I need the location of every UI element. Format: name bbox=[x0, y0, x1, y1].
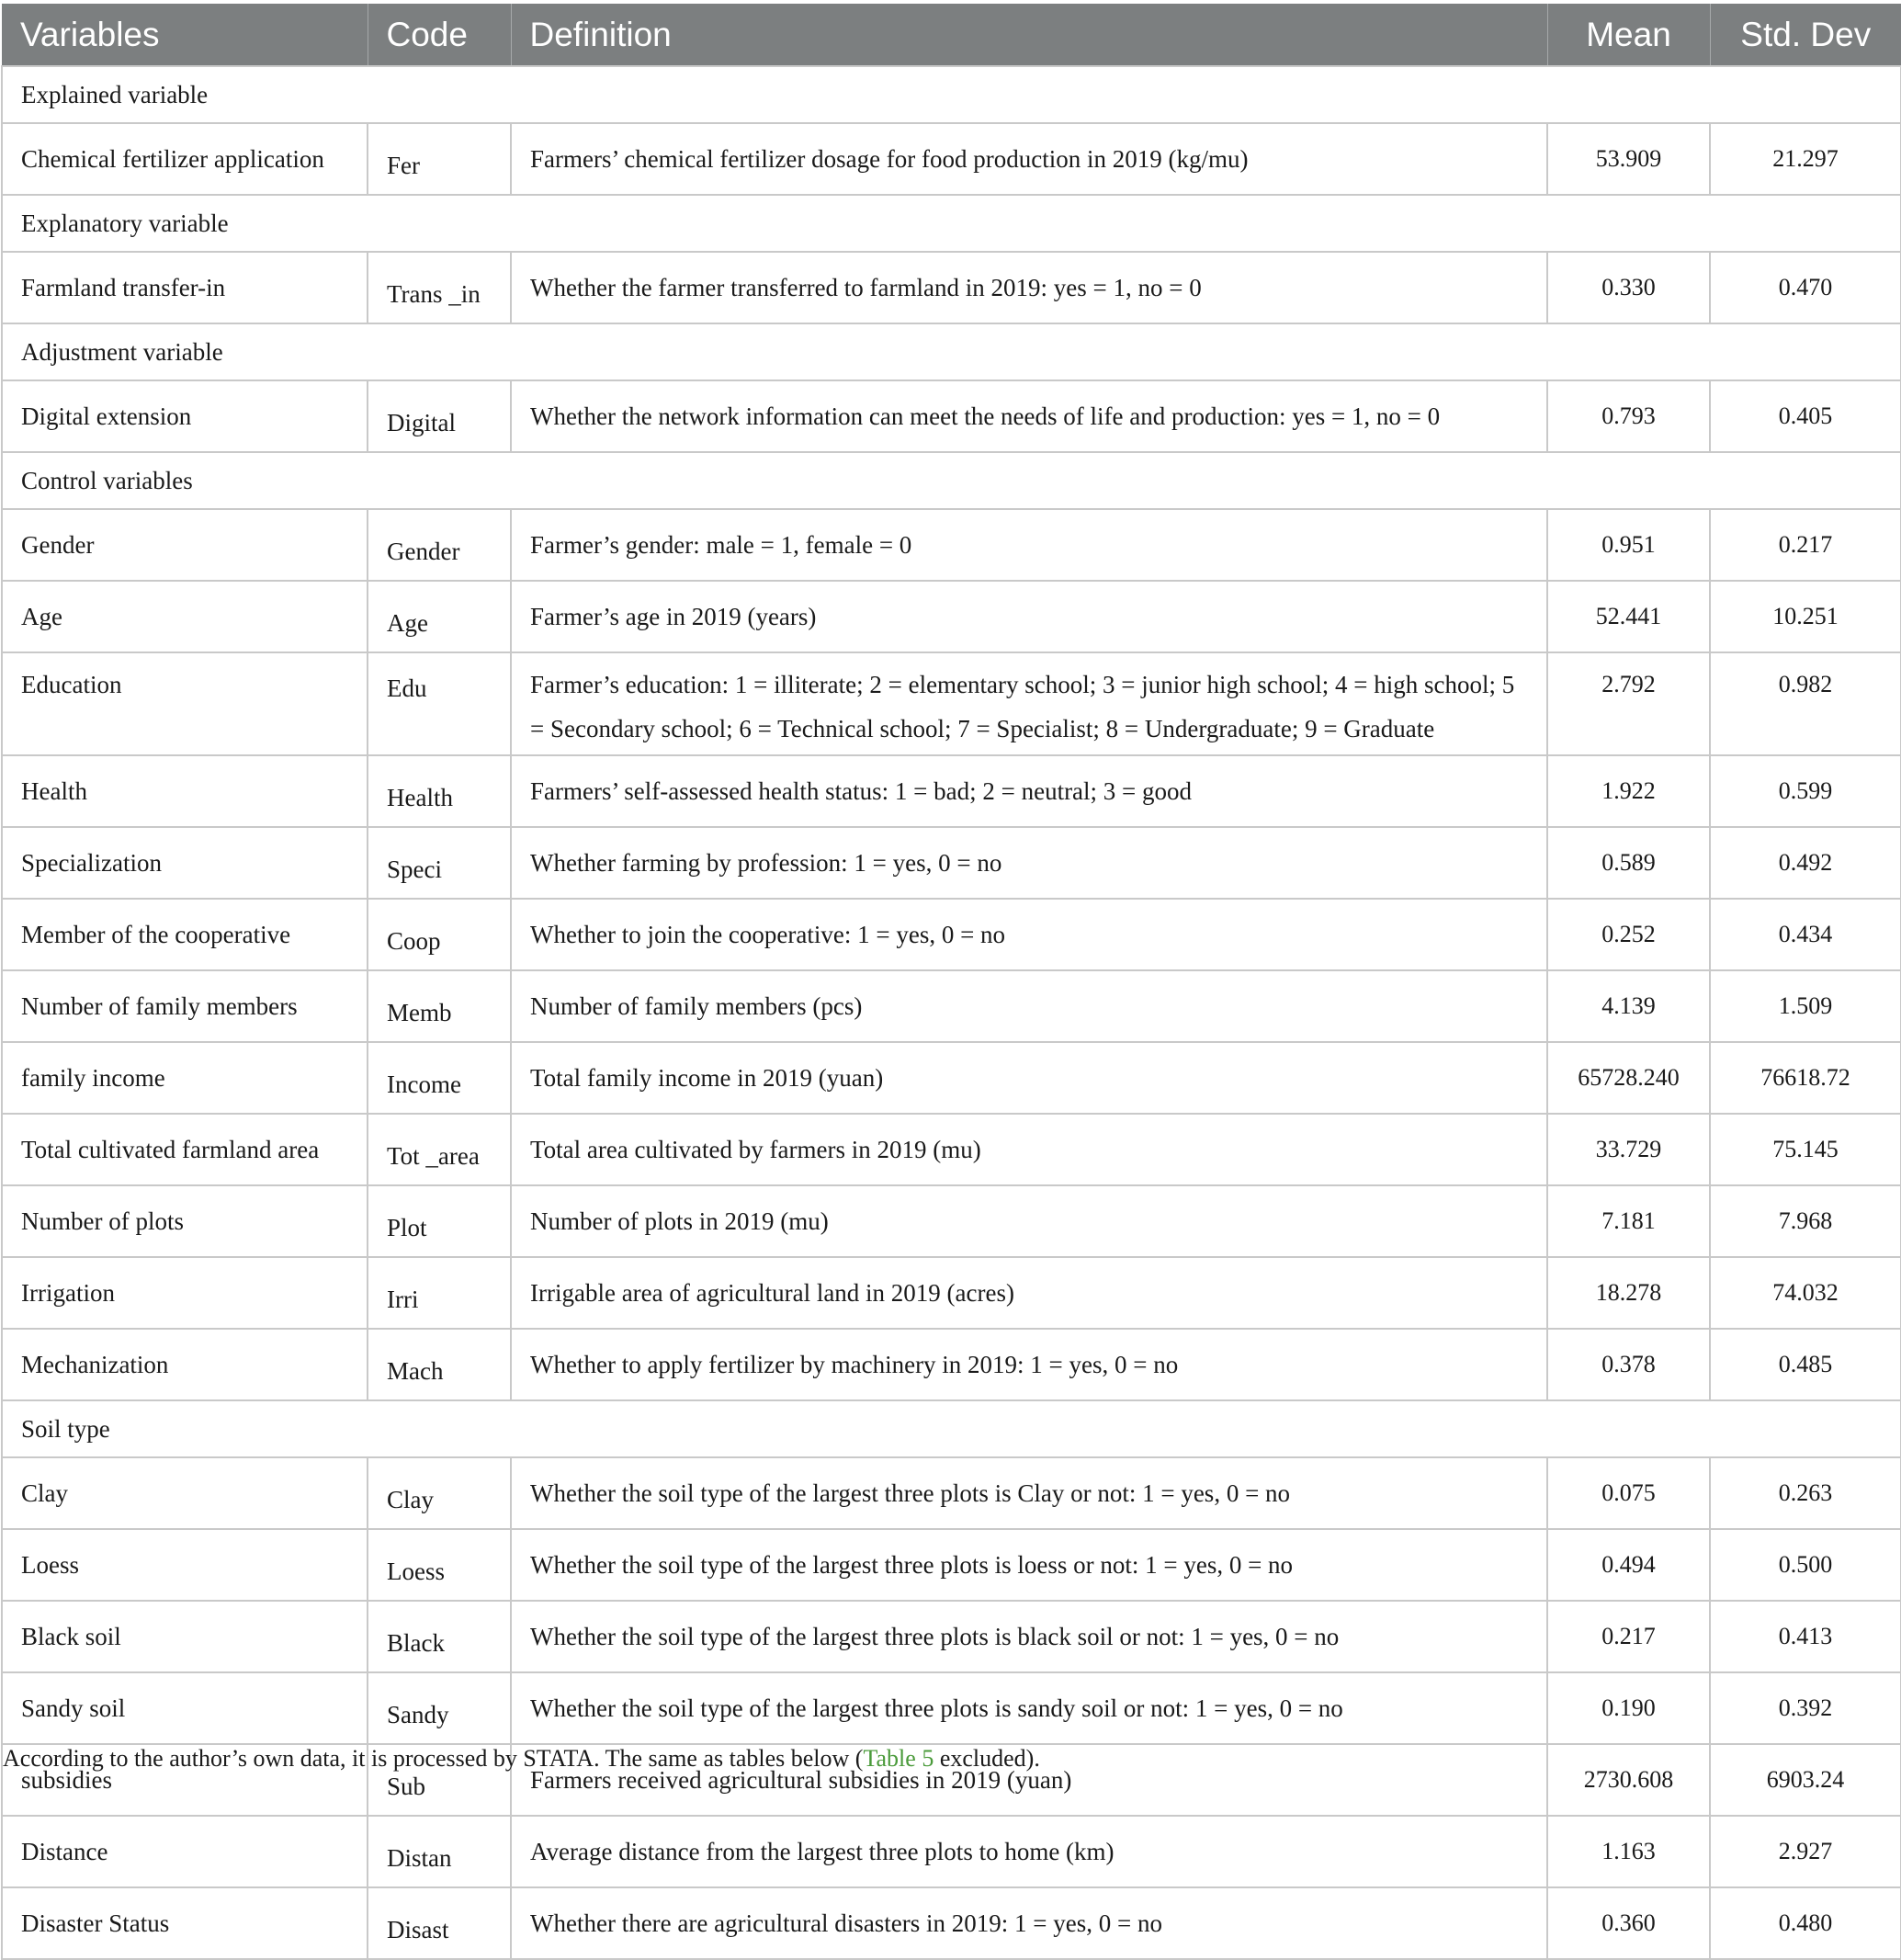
cell-variable: Disaster Status bbox=[2, 1887, 368, 1959]
table-5-link[interactable]: Table 5 bbox=[863, 1745, 934, 1772]
cell-definition: Irrigable area of agricultural land in 2019 (acres) bbox=[511, 1257, 1547, 1329]
cell-mean: 0.951 bbox=[1547, 509, 1710, 581]
table-body bbox=[2, 66, 1901, 1959]
header-std-dev: Std. Dev bbox=[1710, 4, 1901, 66]
cell-code: Tot _area bbox=[368, 1114, 511, 1185]
cell-code: Edu bbox=[368, 652, 511, 755]
group-label: Explained variable bbox=[2, 66, 1901, 123]
table-row bbox=[2, 1114, 1901, 1185]
table-row bbox=[2, 827, 1901, 899]
cell-definition: Farmers’ chemical fertilizer dosage for food production in 2019 (kg/mu) bbox=[511, 123, 1547, 195]
cell-code: Distan bbox=[368, 1816, 511, 1887]
cell-definition: Total area cultivated by farmers in 2019 (mu) bbox=[511, 1114, 1547, 1185]
cell-definition: Number of family members (pcs) bbox=[511, 970, 1547, 1042]
cell-std-dev: 0.434 bbox=[1710, 899, 1901, 970]
cell-std-dev: 0.485 bbox=[1710, 1329, 1901, 1400]
cell-std-dev: 0.470 bbox=[1710, 252, 1901, 323]
cell-mean: 18.278 bbox=[1547, 1257, 1710, 1329]
header-row bbox=[2, 4, 1901, 66]
table-row bbox=[2, 1529, 1901, 1601]
cell-std-dev: 0.392 bbox=[1710, 1672, 1901, 1744]
cell-variable: Chemical fertilizer application bbox=[2, 123, 368, 195]
table-row bbox=[2, 509, 1901, 581]
group-label: Explanatory variable bbox=[2, 195, 1901, 252]
cell-mean: 1.922 bbox=[1547, 755, 1710, 827]
table-row bbox=[2, 1185, 1901, 1257]
cell-variable: Total cultivated farmland area bbox=[2, 1114, 368, 1185]
table-row bbox=[2, 1887, 1901, 1959]
cell-definition: Whether the soil type of the largest three plots is black soil or not: 1 = yes, 0 = no bbox=[511, 1601, 1547, 1672]
cell-code: Digital bbox=[368, 380, 511, 452]
cell-code: Black bbox=[368, 1601, 511, 1672]
table-row bbox=[2, 1457, 1901, 1529]
cell-mean: 0.075 bbox=[1547, 1457, 1710, 1529]
group-row bbox=[2, 323, 1901, 380]
cell-definition: Number of plots in 2019 (mu) bbox=[511, 1185, 1547, 1257]
cell-definition: Whether the soil type of the largest three plots is sandy soil or not: 1 = yes, 0 = no bbox=[511, 1672, 1547, 1744]
cell-std-dev: 1.509 bbox=[1710, 970, 1901, 1042]
cell-variable: Gender bbox=[2, 509, 368, 581]
cell-mean: 0.217 bbox=[1547, 1601, 1710, 1672]
header-variables: Variables bbox=[2, 4, 368, 66]
cell-mean: 0.190 bbox=[1547, 1672, 1710, 1744]
cell-std-dev: 0.492 bbox=[1710, 827, 1901, 899]
cell-code: Loess bbox=[368, 1529, 511, 1601]
cell-std-dev: 76618.72 bbox=[1710, 1042, 1901, 1114]
cell-definition: Whether the farmer transferred to farmland in 2019: yes = 1, no = 0 bbox=[511, 252, 1547, 323]
cell-mean: 0.378 bbox=[1547, 1329, 1710, 1400]
cell-mean: 0.360 bbox=[1547, 1887, 1710, 1959]
footnote-text-before: According to the author’s own data, it is processed by STATA. The same as tables below ( bbox=[3, 1745, 864, 1772]
group-label: Adjustment variable bbox=[2, 323, 1901, 380]
cell-mean: 52.441 bbox=[1547, 581, 1710, 652]
cell-code: Speci bbox=[368, 827, 511, 899]
cell-std-dev: 0.480 bbox=[1710, 1887, 1901, 1959]
table-row bbox=[2, 581, 1901, 652]
cell-code: Sub bbox=[368, 1744, 511, 1816]
table-row bbox=[2, 1816, 1901, 1887]
cell-variable: Age bbox=[2, 581, 368, 652]
cell-std-dev: 21.297 bbox=[1710, 123, 1901, 195]
cell-code: Age bbox=[368, 581, 511, 652]
cell-variable: Number of plots bbox=[2, 1185, 368, 1257]
cell-code: Trans _in bbox=[368, 252, 511, 323]
cell-definition: Whether to join the cooperative: 1 = yes, 0 = no bbox=[511, 899, 1547, 970]
cell-code: Mach bbox=[368, 1329, 511, 1400]
cell-variable: Number of family members bbox=[2, 970, 368, 1042]
cell-code: Disast bbox=[368, 1887, 511, 1959]
cell-variable: subsidies bbox=[2, 1744, 368, 1816]
cell-code: Income bbox=[368, 1042, 511, 1114]
table-footnote bbox=[3, 1745, 1040, 1773]
cell-std-dev: 74.032 bbox=[1710, 1257, 1901, 1329]
cell-definition: Farmers received agricultural subsidies in 2019 (yuan) bbox=[511, 1744, 1547, 1816]
variables-table bbox=[1, 4, 1901, 1960]
cell-mean: 0.793 bbox=[1547, 380, 1710, 452]
cell-definition: Farmers’ self-assessed health status: 1 = bad; 2 = neutral; 3 = good bbox=[511, 755, 1547, 827]
table-row bbox=[2, 1672, 1901, 1744]
cell-std-dev: 0.217 bbox=[1710, 509, 1901, 581]
table-row bbox=[2, 380, 1901, 452]
cell-variable: Specialization bbox=[2, 827, 368, 899]
cell-definition: Whether the network information can meet the needs of life and production: yes = 1, no = 0 bbox=[511, 380, 1547, 452]
header-definition: Definition bbox=[511, 4, 1547, 66]
cell-code: Fer bbox=[368, 123, 511, 195]
cell-definition: Farmer’s age in 2019 (years) bbox=[511, 581, 1547, 652]
cell-variable: Distance bbox=[2, 1816, 368, 1887]
cell-std-dev: 2.927 bbox=[1710, 1816, 1901, 1887]
cell-code: Irri bbox=[368, 1257, 511, 1329]
header-mean: Mean bbox=[1547, 4, 1710, 66]
cell-definition: Average distance from the largest three plots to home (km) bbox=[511, 1816, 1547, 1887]
table-row bbox=[2, 970, 1901, 1042]
cell-std-dev: 0.405 bbox=[1710, 380, 1901, 452]
cell-definition: Whether the soil type of the largest three plots is Clay or not: 1 = yes, 0 = no bbox=[511, 1457, 1547, 1529]
cell-variable: family income bbox=[2, 1042, 368, 1114]
group-label: Soil type bbox=[2, 1400, 1901, 1457]
cell-definition: Whether there are agricultural disasters in 2019: 1 = yes, 0 = no bbox=[511, 1887, 1547, 1959]
cell-mean: 33.729 bbox=[1547, 1114, 1710, 1185]
cell-variable: Sandy soil bbox=[2, 1672, 368, 1744]
table-row bbox=[2, 1329, 1901, 1400]
group-row bbox=[2, 195, 1901, 252]
table-row bbox=[2, 1601, 1901, 1672]
table-row bbox=[2, 1257, 1901, 1329]
cell-std-dev: 10.251 bbox=[1710, 581, 1901, 652]
cell-definition: Whether the soil type of the largest three plots is loess or not: 1 = yes, 0 = no bbox=[511, 1529, 1547, 1601]
cell-mean: 2.792 bbox=[1547, 652, 1710, 755]
table-row bbox=[2, 652, 1901, 755]
footnote-text-after: excluded). bbox=[934, 1745, 1040, 1772]
cell-definition: Whether farming by profession: 1 = yes, 0 = no bbox=[511, 827, 1547, 899]
cell-mean: 0.589 bbox=[1547, 827, 1710, 899]
cell-mean: 0.494 bbox=[1547, 1529, 1710, 1601]
cell-mean: 7.181 bbox=[1547, 1185, 1710, 1257]
cell-std-dev: 6903.24 bbox=[1710, 1744, 1901, 1816]
table-row bbox=[2, 252, 1901, 323]
cell-variable: Digital extension bbox=[2, 380, 368, 452]
cell-std-dev: 0.500 bbox=[1710, 1529, 1901, 1601]
cell-definition: Whether to apply fertilizer by machinery in 2019: 1 = yes, 0 = no bbox=[511, 1329, 1547, 1400]
cell-std-dev: 7.968 bbox=[1710, 1185, 1901, 1257]
cell-std-dev: 0.599 bbox=[1710, 755, 1901, 827]
cell-std-dev: 75.145 bbox=[1710, 1114, 1901, 1185]
cell-variable: Mechanization bbox=[2, 1329, 368, 1400]
cell-variable: Farmland transfer-in bbox=[2, 252, 368, 323]
group-row bbox=[2, 1400, 1901, 1457]
cell-mean: 1.163 bbox=[1547, 1816, 1710, 1887]
table-row bbox=[2, 1042, 1901, 1114]
group-row bbox=[2, 452, 1901, 509]
cell-variable: Member of the cooperative bbox=[2, 899, 368, 970]
table-row bbox=[2, 899, 1901, 970]
cell-std-dev: 0.263 bbox=[1710, 1457, 1901, 1529]
cell-std-dev: 0.982 bbox=[1710, 652, 1901, 755]
cell-mean: 53.909 bbox=[1547, 123, 1710, 195]
cell-definition: Farmer’s education: 1 = illiterate; 2 = elementary school; 3 = junior high school; 4 = high school; 5 = Secondary school; 6 = Technical school; 7 = Specialist; 8 = Undergraduate; 9 = Graduate bbox=[511, 652, 1547, 755]
group-label: Control variables bbox=[2, 452, 1901, 509]
cell-mean: 4.139 bbox=[1547, 970, 1710, 1042]
cell-mean: 2730.608 bbox=[1547, 1744, 1710, 1816]
cell-code: Clay bbox=[368, 1457, 511, 1529]
table-header bbox=[2, 4, 1901, 66]
cell-variable: Irrigation bbox=[2, 1257, 368, 1329]
table-row bbox=[2, 755, 1901, 827]
cell-code: Memb bbox=[368, 970, 511, 1042]
cell-definition: Total family income in 2019 (yuan) bbox=[511, 1042, 1547, 1114]
cell-definition: Farmer’s gender: male = 1, female = 0 bbox=[511, 509, 1547, 581]
cell-variable: Health bbox=[2, 755, 368, 827]
cell-variable: Education bbox=[2, 652, 368, 755]
cell-std-dev: 0.413 bbox=[1710, 1601, 1901, 1672]
cell-code: Sandy bbox=[368, 1672, 511, 1744]
cell-mean: 0.330 bbox=[1547, 252, 1710, 323]
table-row bbox=[2, 123, 1901, 195]
cell-code: Coop bbox=[368, 899, 511, 970]
cell-mean: 0.252 bbox=[1547, 899, 1710, 970]
cell-variable: Black soil bbox=[2, 1601, 368, 1672]
cell-code: Plot bbox=[368, 1185, 511, 1257]
cell-code: Health bbox=[368, 755, 511, 827]
header-code: Code bbox=[368, 4, 511, 66]
cell-mean: 65728.240 bbox=[1547, 1042, 1710, 1114]
cell-variable: Loess bbox=[2, 1529, 368, 1601]
cell-variable: Clay bbox=[2, 1457, 368, 1529]
group-row bbox=[2, 66, 1901, 123]
cell-code: Gender bbox=[368, 509, 511, 581]
